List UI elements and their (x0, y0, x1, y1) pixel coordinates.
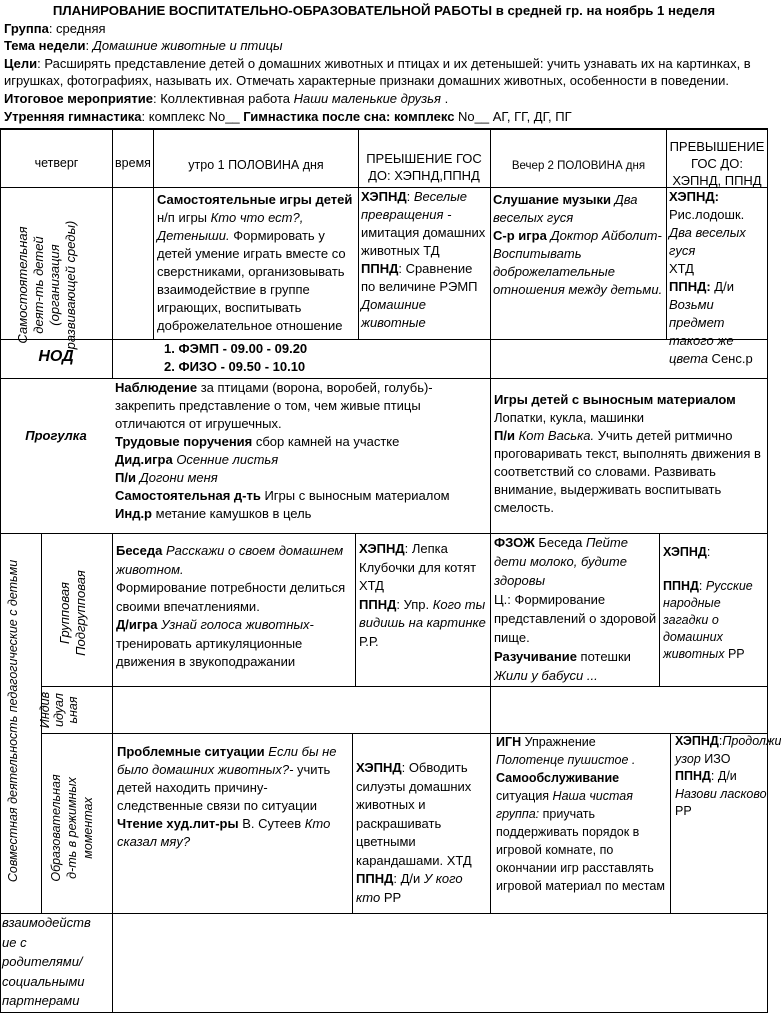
grid-line (41, 686, 768, 687)
independent-line-1: Самостоятельная (15, 226, 30, 344)
walk-label: Прогулка (25, 428, 87, 443)
gym2-value: No__ АГ, ГГ, ДГ, ПГ (458, 108, 572, 124)
independent-gos1 (361, 188, 489, 338)
column-header-time (113, 155, 153, 171)
text-bold: ППНД (675, 769, 711, 783)
group-gos2 (663, 544, 767, 663)
regime-line-1: Образовательная (49, 774, 63, 882)
row-label-walk (0, 427, 112, 445)
text-bold: П/и (115, 470, 136, 485)
regime-line-3: моментах (81, 797, 95, 859)
text-italic: Кот Васька. (514, 428, 595, 443)
regime-evening (496, 733, 668, 895)
text-italic: Два веселых гуся (493, 192, 638, 225)
text-bold: С-р игра (493, 228, 547, 243)
text: : Упр. (396, 596, 433, 612)
text-bold: ХЭПНД (361, 189, 407, 204)
text: : Д/и (393, 871, 424, 886)
text-bold: Трудовые поручения (115, 434, 253, 449)
text: имитация домашних животных ТД (361, 225, 486, 258)
text: : Лепка Клубочки для котят ХТД (359, 541, 477, 593)
row-label-regime (48, 743, 98, 913)
group-line-2: Подгрупповая (73, 570, 88, 656)
text-italic: Пейте дети молоко, будите здоровы (494, 535, 628, 588)
text: РР (675, 804, 692, 818)
column-header-gos1 (362, 150, 486, 184)
text-italic: Назови ласково (675, 786, 767, 801)
group-line-1: Групповая (57, 582, 72, 645)
theme-value: Домашние животные и птицы (92, 38, 283, 54)
group-value: : средняя (48, 20, 106, 36)
group-line (4, 20, 764, 38)
text-bold: ИГН (496, 735, 522, 749)
text: приучать поддерживать порядок в игровой комнате, по окончании игр расставлять игровой материал по местам (496, 807, 665, 893)
row-label-nod (0, 348, 112, 366)
text: : (406, 189, 414, 204)
independent-line-3: (организация (47, 244, 62, 326)
row-label-joint (5, 531, 35, 911)
text: учить детей находить причину-следственные связи по ситуации (117, 762, 331, 813)
text: РР (380, 889, 402, 905)
grid-line (358, 128, 359, 339)
group-gos1 (359, 540, 489, 651)
text-italic: Два веселых гуся (669, 225, 746, 258)
text-bold: ППНД (663, 579, 699, 593)
independent-gos2 (669, 188, 767, 366)
text-bold: Слушание музыки (493, 192, 612, 207)
independent-line-2: деят-ть детей (31, 236, 46, 334)
text: : (718, 734, 723, 748)
text: : (706, 545, 711, 559)
day-label: четверг (34, 156, 79, 170)
gos1-label: ПРЕЫШЕНИЕ ГОС ДО: ХЭПНД,ППНД (366, 151, 482, 183)
text: : Д/и (710, 769, 737, 783)
regime-morning (117, 743, 349, 851)
text-bold: Самостоятельная д-ть (115, 488, 261, 503)
text-bold: ХЭПНД (359, 541, 405, 556)
final-event-end: . (440, 90, 449, 106)
text: Формировать у детей умение играть вместе со сверстниками, организовывать взаимодействие в группе играющих, воспитывать доброжелательное отношение (157, 228, 346, 333)
theme-label: Тема недели (4, 38, 86, 54)
regime-gos1 (356, 759, 488, 907)
table-border-right (767, 128, 768, 1012)
nod-item: 1. ФЭМП - 09.00 - 09.20 (164, 341, 308, 356)
independent-line-4: развивающей среды) (63, 220, 78, 350)
grid-line (659, 533, 660, 686)
walk-left (115, 379, 489, 523)
nod-item-text: ФЭМП - 09.00 - 09.20 (178, 341, 308, 356)
text: : Обводить силуэты домашних животных и раскрашивать цветными карандашами. ХТД (356, 760, 472, 868)
independent-evening (493, 191, 665, 299)
text-italic: Осенние листья (172, 452, 279, 467)
table-border-bottom (0, 1012, 768, 1013)
text-bold: Наблюдение (115, 380, 198, 395)
goals-label: Цели (4, 55, 38, 71)
text-italic: Продолжи узор (675, 734, 781, 766)
regime-gos2 (675, 733, 781, 821)
gos2-label: ПРЕВЫШЕНИЕ ГОС ДО: ХЭПНД, ППНД (669, 139, 765, 188)
text-italic: Полотенце пушистое . (496, 753, 636, 767)
table-border-left (0, 128, 1, 1012)
text-bold: Проблемные ситуации (117, 744, 265, 759)
text: ситуация (496, 789, 553, 803)
text-italic: Кто что ест?, Детеныши. (157, 210, 304, 243)
grid-line (352, 733, 353, 913)
text: Упражнение (521, 735, 596, 749)
joint-label: Совместная деятельность педагогические с детьми (6, 559, 20, 883)
text: за птицами (ворона, воробей, голубь)- закрепить представление о том, чем живые птицы отличаются от игрушечных. (115, 380, 433, 431)
column-header-gos2 (667, 138, 767, 189)
text: н/п игры (157, 210, 211, 225)
parents-label: взаимодейств ие с родителями/ социальными партнерами (2, 915, 91, 1008)
text-bold: ППНД (356, 871, 394, 886)
text: сбор камней на участке (252, 434, 400, 449)
walk-right (494, 391, 766, 517)
text: Р.Р. (359, 633, 379, 649)
text: потешки (576, 649, 631, 664)
final-event-line (4, 90, 764, 108)
goals-line (4, 55, 764, 90)
text-bold: Игры детей с выносным материалом (494, 392, 736, 407)
text-bold: Д/игра (116, 617, 158, 632)
row-label-parents (2, 913, 106, 1011)
grid-line (670, 733, 671, 913)
column-header-evening (491, 158, 666, 174)
text-bold: ХЭПНД (356, 760, 402, 775)
text: Сенс.р (707, 351, 753, 366)
grid-line (0, 913, 768, 914)
text-italic: Русские народные загадки о домашних животных (663, 579, 753, 661)
text-italic: Веселые превращения - (361, 189, 468, 222)
text-italic: Кого ты видишь на картинке (359, 596, 486, 630)
regime-line-2: д-ть в режимных (65, 777, 79, 879)
final-event-value: : Коллективная работа (152, 90, 294, 106)
text-bold: ППНД (359, 596, 397, 612)
text-bold: Чтение худ.лит-ры (117, 816, 239, 831)
theme-line (4, 37, 764, 55)
text: ХТД (669, 261, 694, 276)
group-label: Группа (4, 20, 49, 36)
grid-line (490, 128, 491, 913)
row-label-group (57, 543, 93, 683)
final-event-label: Итоговое мероприятие (4, 90, 153, 106)
column-header-morning (154, 157, 358, 173)
grid-line (112, 533, 113, 1013)
text: : Сравнение по величине РЭМП (361, 261, 478, 294)
text-italic: Жили у бабуси ... (494, 668, 598, 683)
independent-morning (157, 191, 355, 335)
text-italic: Возьми предмет такого же цвета (669, 297, 734, 366)
text: Ц.: Формирование представлений о здоровой пище. (494, 592, 657, 645)
nod-list (164, 340, 484, 376)
nod-item: 2. ФИЗО - 09.50 - 10.10 (164, 359, 306, 374)
text-bold: ХЭПНД: (669, 189, 719, 204)
text-italic: Если бы не было домашних животных?- (117, 744, 337, 777)
text: тренировать артикуляционные движения в звукоподражании (116, 635, 303, 669)
text-italic: У кого кто (356, 871, 463, 905)
text-bold: Дид.игра (115, 452, 173, 467)
text: метание камушков в цель (152, 506, 312, 521)
grid-line (355, 533, 356, 686)
row-label-independent (15, 210, 95, 360)
row-label-individual (38, 688, 82, 732)
gym-value: : комплекс No__ (141, 108, 244, 124)
text: ИЗО (700, 751, 731, 766)
text: Д/и (710, 279, 734, 294)
table-border-top (0, 128, 768, 130)
text-italic: Домашние животные (361, 297, 426, 330)
text: В. Сутеев (238, 816, 305, 831)
text-italic: Узнай голоса животных- (157, 617, 314, 632)
text-bold: П/и (494, 428, 515, 443)
nod-item-text: ФИЗО - 09.50 - 10.10 (178, 359, 306, 374)
final-event-title: Наши маленькие друзья (293, 90, 441, 106)
gym2-label: Гимнастика после сна: комплекс (243, 108, 459, 124)
text-bold: Беседа (116, 543, 163, 558)
text: Лопатки, кукла, машинки (494, 410, 645, 425)
text-italic: Наша чистая группа: (496, 789, 633, 821)
text: Рис.лодошк. (669, 207, 745, 222)
document-title: ПЛАНИРОВАНИЕ ВОСПИТАТЕЛЬНО-ОБРАЗОВАТЕЛЬНОЙ РАБОТЫ в средней гр. на ноябрь 1 неделя (52, 3, 716, 18)
group-morning (116, 542, 354, 672)
text: РР (724, 647, 745, 661)
plan-header (4, 2, 764, 125)
text-italic: Расскажи о своем домашнем животном. (116, 543, 344, 577)
text: : (698, 579, 706, 593)
individual-line-2: идуал (52, 693, 66, 727)
evening-label: Вечер 2 ПОЛОВИНА дня (511, 160, 646, 172)
theme-sep: : (85, 38, 93, 54)
text-bold: Разучивание (494, 649, 577, 664)
group-evening (494, 533, 658, 685)
text: Учить детей ритмично проговаривать текст, выполнять движения в соответствий со словами. Развивать внимание, выдерживать воспитывать смелость. (494, 428, 761, 515)
text-bold: ППНД: (669, 279, 711, 294)
text-bold: Самостоятельные игры детей (157, 192, 353, 207)
individual-line-3: ьная (66, 696, 80, 724)
text: Формирование потребности делиться своими впечатлениями. (116, 580, 346, 614)
text-bold: ХЭПНД (663, 545, 707, 559)
time-label: время (115, 156, 151, 170)
text-bold: ХЭПНД (675, 734, 719, 748)
goals-value: : Расширять представление детей о домашних животных и птицах и их детенышей: учить узнавать их на картинках, в игрушках, фотографиях, называть их. Отмечать характерные признаки домашних животных, особенности в поведении. (4, 55, 751, 89)
gymnastics-line (4, 108, 764, 126)
text-italic: Кто сказал мяу? (117, 816, 331, 849)
morning-label: утро 1 ПОЛОВИНА дня (188, 158, 324, 172)
column-header-day (1, 155, 112, 171)
text-italic: Догони меня (135, 470, 218, 485)
individual-line-1: Индив (38, 691, 52, 729)
text-bold: Самообслуживание (496, 771, 620, 785)
text-bold: ФЗОЖ (494, 535, 535, 550)
text: Беседа (534, 535, 587, 550)
gym-label: Утренняя гимнастика (4, 108, 142, 124)
text-bold: Инд.р (115, 506, 153, 521)
text-italic: Доктор Айболит- Воспитывать доброжелательные отношения между детьми. (493, 228, 663, 297)
text: Игры с выносным материалом (260, 488, 450, 503)
text-bold: ППНД (361, 261, 399, 276)
nod-label: НОД (38, 348, 74, 365)
